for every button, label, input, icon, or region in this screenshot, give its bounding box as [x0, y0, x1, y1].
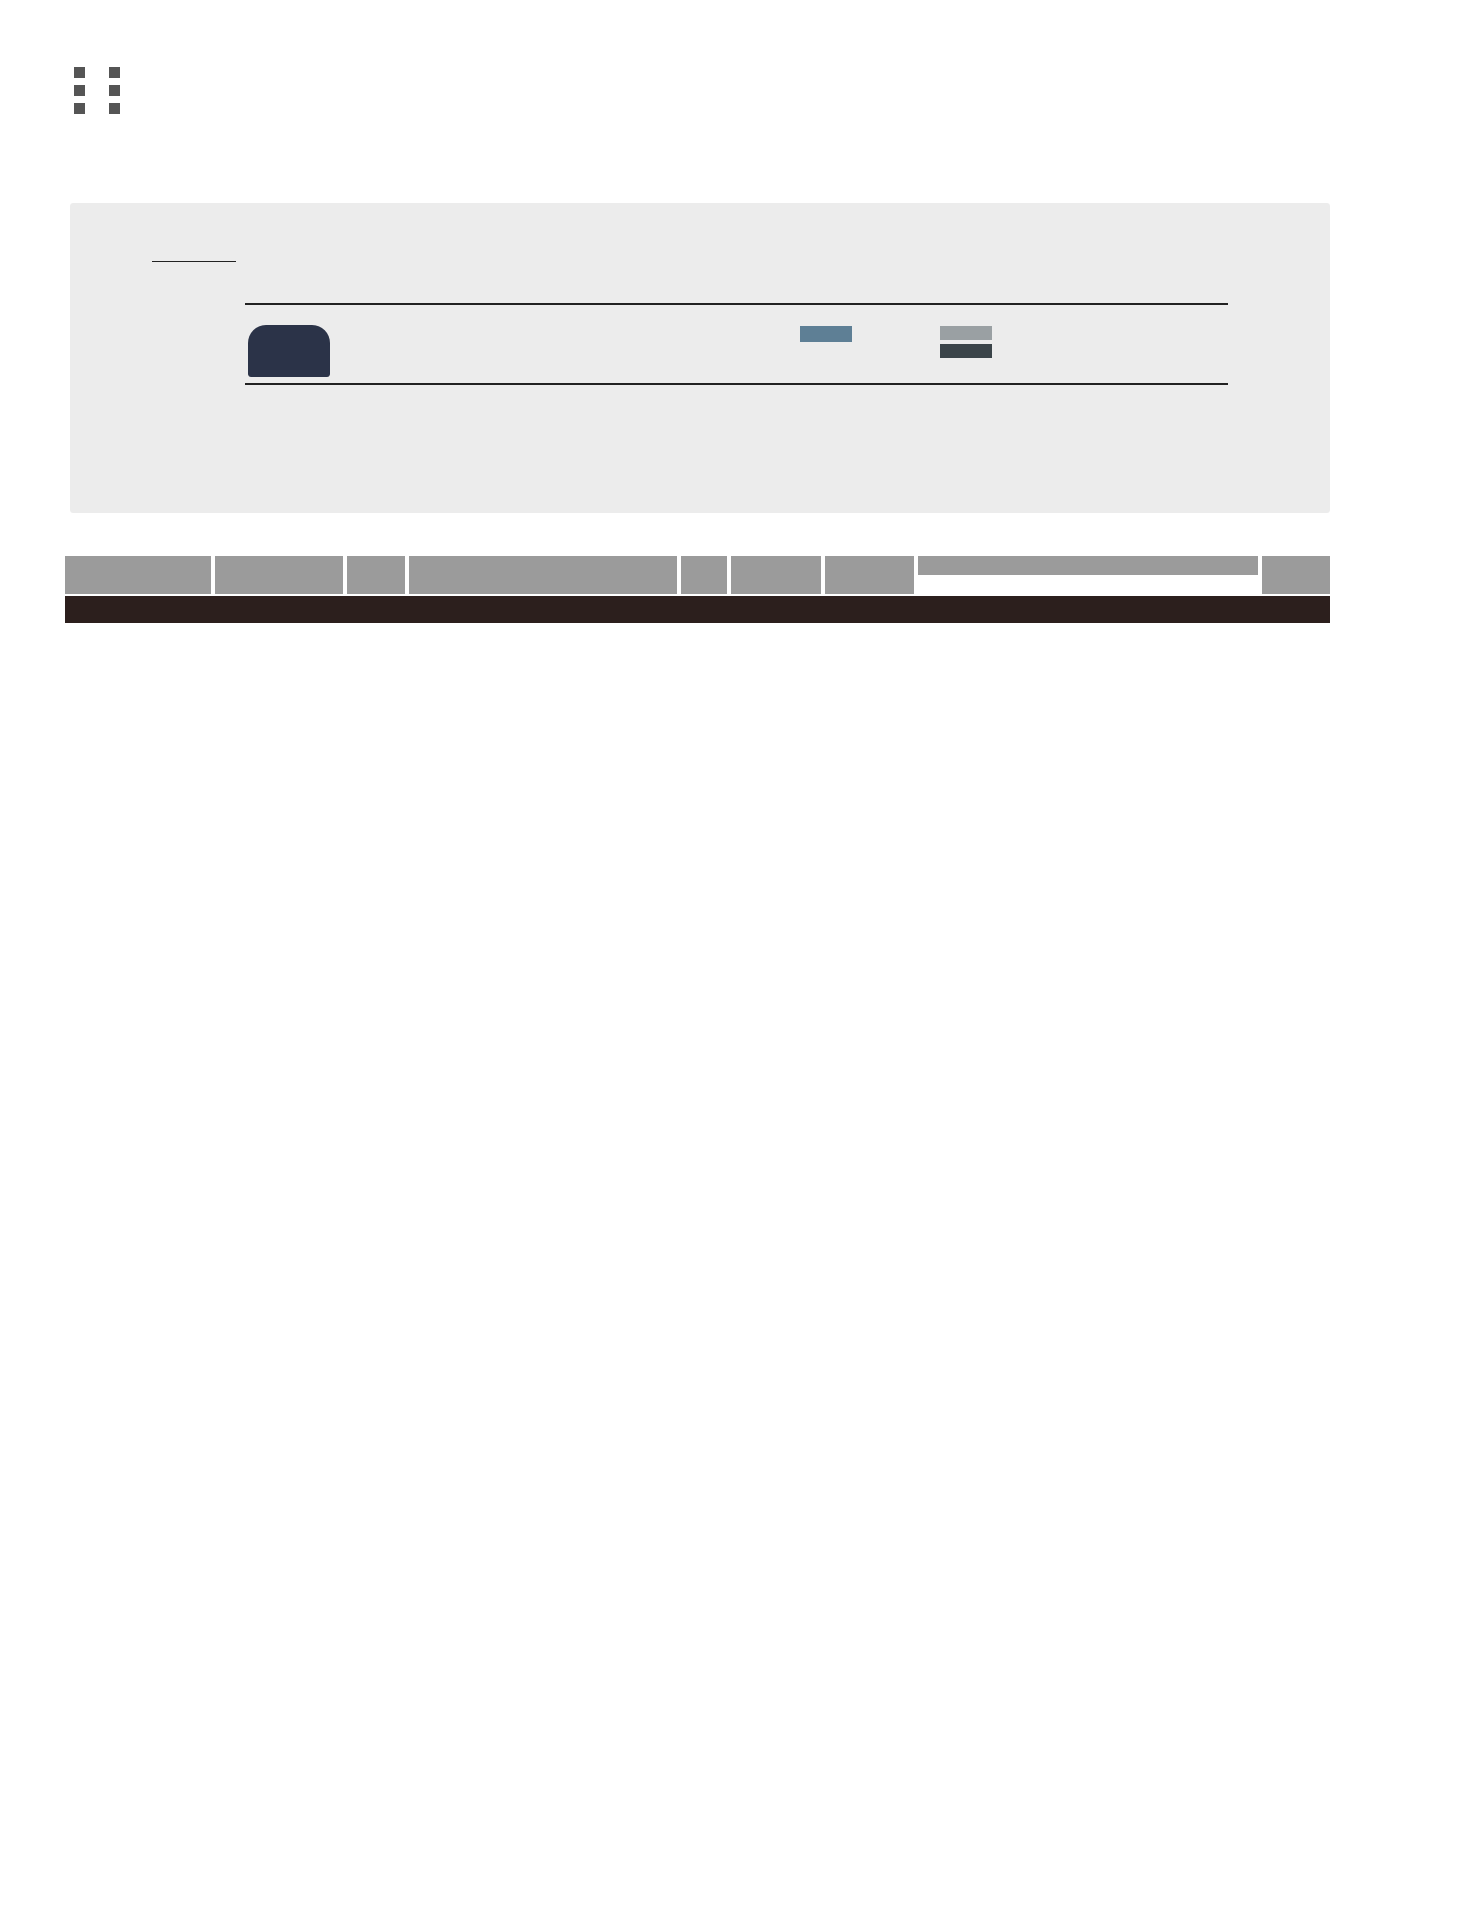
legend-sample-top-line: [245, 303, 1228, 305]
header-color: [918, 556, 1260, 575]
title-dots-left: [74, 67, 85, 114]
legend-sample-swatch-silver: [940, 326, 992, 340]
header-price: [731, 556, 823, 594]
section-band: [65, 596, 1330, 623]
header-tax-price: [825, 556, 916, 594]
page-title: [62, 54, 132, 126]
legend-sample-swatch-blue: [800, 326, 852, 342]
header-material: [215, 556, 345, 594]
legend-sample-bottom-line: [245, 383, 1228, 385]
header-feature: [1262, 556, 1330, 594]
header-series: [65, 556, 213, 594]
header-page: [681, 556, 729, 594]
header-code: [347, 556, 407, 594]
legend-sample-image: [248, 325, 330, 377]
legend-leader: [152, 261, 236, 262]
title-dots-right: [109, 67, 120, 114]
index-legend: [70, 203, 1330, 513]
legend-sample-swatch-charcoal: [940, 344, 992, 358]
header-name: [409, 556, 679, 594]
